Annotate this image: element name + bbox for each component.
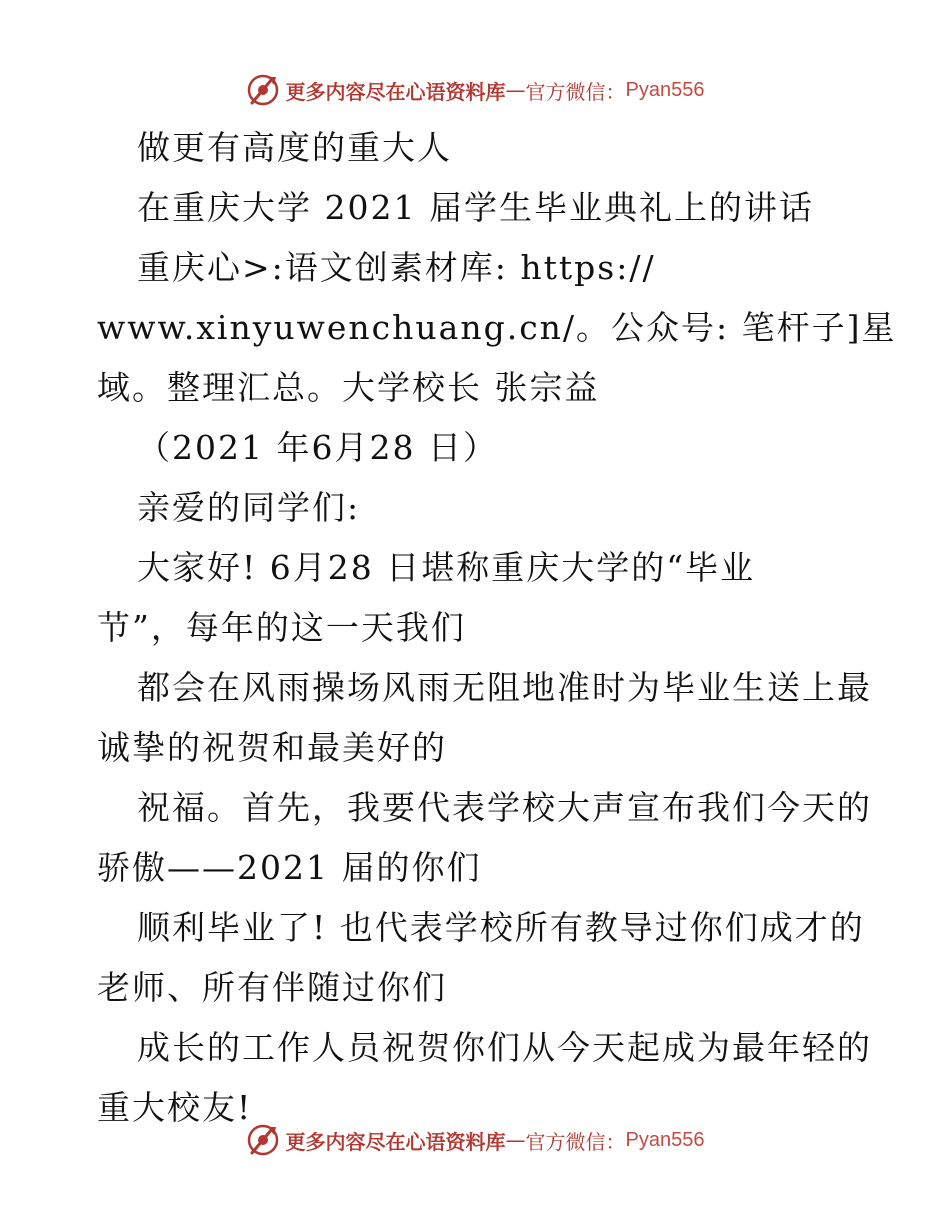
watermark-wechat-id: Pyan556 [625,78,705,101]
text-line: 祝福。首先，我要代表学校大声宣布我们今天的 [137,788,872,827]
watermark-wechat-id: Pyan556 [625,1128,705,1151]
watermark-main-text: 更多内容尽在心语资料库 [285,79,506,104]
text-line: 重庆心>:语文创素材库: https:// [137,248,656,287]
text-line: 大家好! 6月28 日堪称重庆大学的“毕业 [137,548,756,587]
date-line: （2021 年6月28 日） [137,428,498,467]
document-subtitle: 在重庆大学 2021 届学生毕业典礼上的讲话 [137,188,814,227]
salutation: 亲爱的同学们: [137,488,361,527]
text-line: 都会在风雨操场风雨无阻地准时为毕业生送上最 [137,668,872,707]
quill-logo-icon [246,1123,280,1157]
text-line: 诚挚的祝贺和最美好的 [97,728,447,767]
text-line: 重大校友! [97,1088,253,1127]
text-line: 老师、所有伴随过你们 [97,968,447,1007]
text-line: 顺利毕业了! 也代表学校所有教导过你们成才的 [137,908,865,947]
watermark-wechat-label: 官方微信： [525,79,626,104]
quill-logo-icon [246,73,280,107]
document-title: 做更有高度的重大人 [137,128,452,167]
watermark-footer [0,1120,950,1160]
text-line: www.xinyuwenchuang.cn/。公众号: 笔杆子]星 [97,308,897,347]
text-line: 成长的工作人员祝贺你们从今天起成为最年轻的 [137,1028,872,1067]
document-body [97,118,897,1138]
text-line: 骄傲——2021 届的你们 [97,848,482,887]
watermark-separator: — [505,1128,526,1152]
text-line: 节”，每年的这一天我们 [97,608,466,647]
watermark-separator: — [505,78,526,102]
watermark-wechat-label: 官方微信： [525,1129,626,1154]
author-line: 域。整理汇总。大学校长 张宗益 [97,368,600,407]
watermark-main-text: 更多内容尽在心语资料库 [285,1129,506,1154]
watermark-header [0,70,950,110]
